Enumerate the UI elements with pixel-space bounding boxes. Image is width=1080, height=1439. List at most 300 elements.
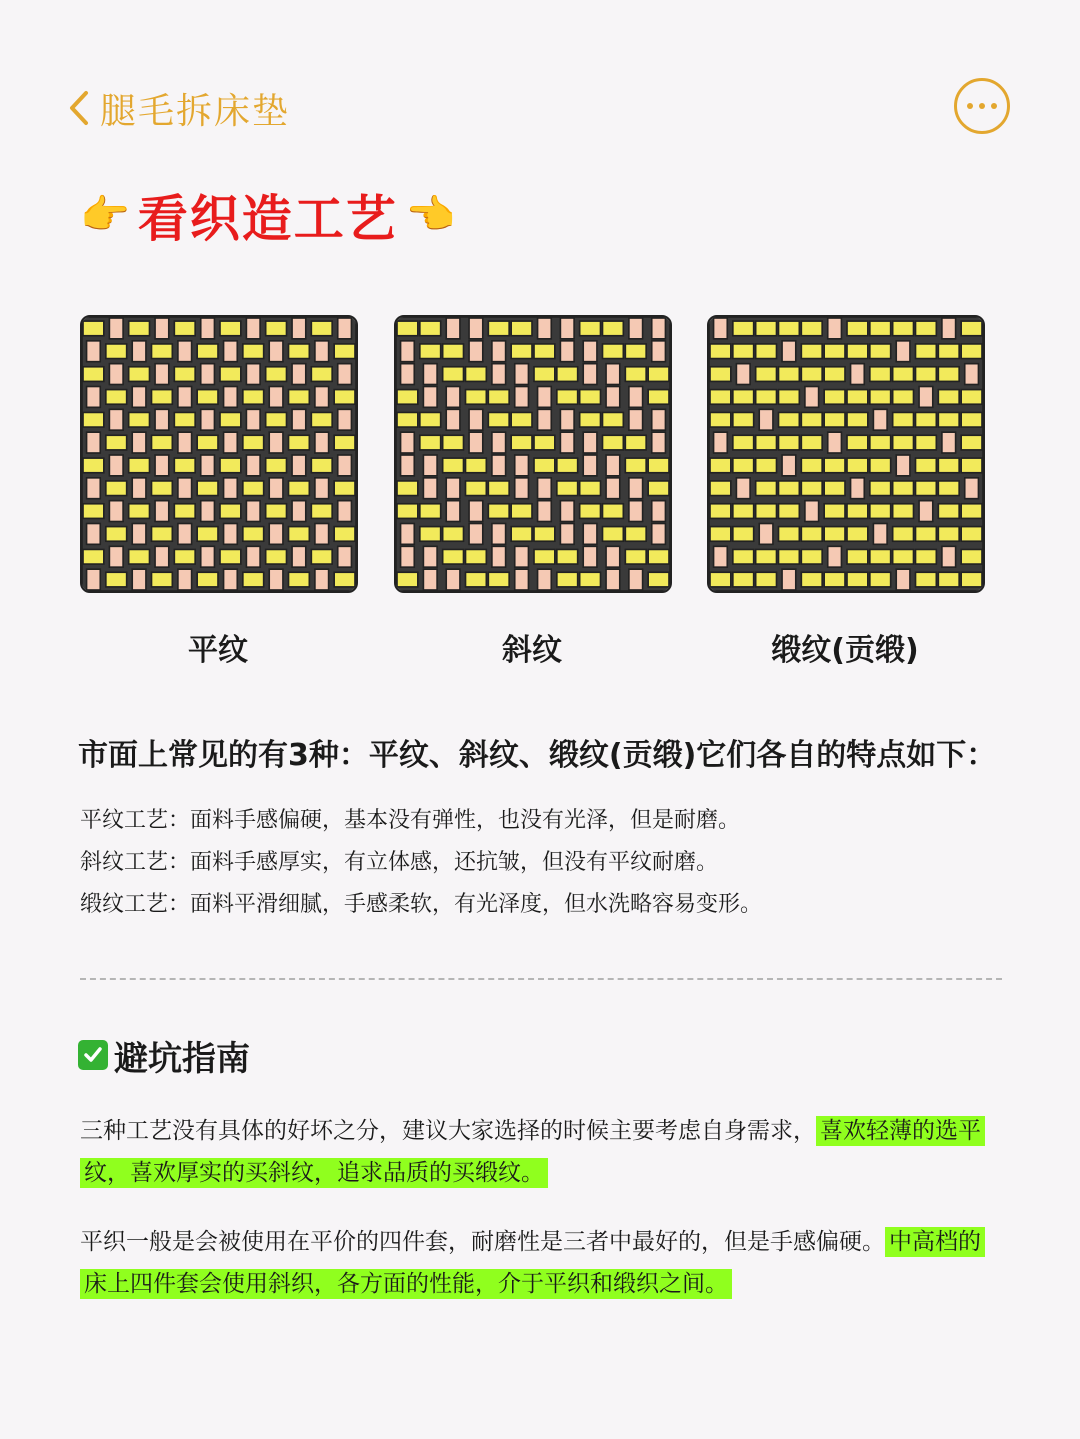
- weft-yarn: [603, 344, 624, 359]
- weft-yarn: [938, 344, 959, 359]
- weft-yarn: [625, 458, 646, 473]
- warp-yarn: [246, 501, 260, 522]
- weft-yarn: [534, 458, 555, 473]
- warp-yarn: [492, 432, 506, 453]
- weft-yarn: [603, 527, 624, 542]
- warp-yarn: [583, 432, 597, 453]
- warp-yarn: [269, 432, 283, 453]
- warp-yarn: [338, 455, 352, 476]
- warp-yarn: [492, 341, 506, 362]
- weft-yarn: [511, 412, 532, 427]
- weft-yarn: [174, 549, 195, 564]
- weft-yarn: [733, 572, 754, 587]
- weft-yarn: [870, 458, 891, 473]
- weave-illustrations: [80, 315, 1000, 675]
- weft-yarn: [334, 527, 355, 542]
- warp-yarn: [759, 524, 773, 545]
- weft-yarn: [870, 549, 891, 564]
- warp-yarn: [446, 569, 460, 590]
- weft-yarn: [916, 367, 937, 382]
- weft-yarn: [243, 481, 264, 496]
- weft-yarn: [603, 412, 624, 427]
- dashed-divider: [80, 978, 1002, 980]
- weft-yarn: [893, 412, 914, 427]
- warp-yarn: [560, 432, 574, 453]
- weft-yarn: [756, 504, 777, 519]
- weft-yarn: [266, 504, 287, 519]
- warp-yarn: [423, 569, 437, 590]
- warp-yarn: [446, 387, 460, 408]
- warp-yarn: [315, 387, 329, 408]
- warp-yarn: [782, 455, 796, 476]
- highlighted-text: 喜欢轻薄的选平纹，喜欢厚实的买斜纹，追求品质的买缎纹。: [80, 1116, 985, 1188]
- warp-yarn: [851, 364, 865, 385]
- warp-yarn: [401, 364, 415, 385]
- warp-yarn: [560, 524, 574, 545]
- warp-yarn: [201, 318, 215, 339]
- weft-yarn: [710, 367, 731, 382]
- warp-yarn: [583, 455, 597, 476]
- warp-yarn: [583, 524, 597, 545]
- warp-yarn: [469, 318, 483, 339]
- warp-yarn: [224, 387, 238, 408]
- weft-yarn: [488, 412, 509, 427]
- warp-yarn: [292, 501, 306, 522]
- warp-yarn: [919, 387, 933, 408]
- weft-yarn: [847, 572, 868, 587]
- weft-yarn: [938, 458, 959, 473]
- weft-yarn: [397, 504, 418, 519]
- warp-yarn: [873, 524, 887, 545]
- warp-yarn: [492, 546, 506, 567]
- warp-yarn: [515, 546, 529, 567]
- weft-yarn: [870, 367, 891, 382]
- warp-yarn: [560, 501, 574, 522]
- warp-yarn: [292, 546, 306, 567]
- weft-yarn: [289, 481, 310, 496]
- more-dot: [979, 103, 985, 109]
- weft-yarn: [870, 390, 891, 405]
- guide-heading: [78, 1030, 250, 1080]
- warp-yarn: [896, 341, 910, 362]
- weft-yarn: [488, 481, 509, 496]
- point-plain: 平纹工艺：面料手感偏硬，基本没有弹性，也没有光泽，但是耐磨。: [80, 808, 741, 833]
- warp-yarn: [109, 318, 123, 339]
- weft-yarn: [847, 344, 868, 359]
- weft-yarn: [220, 549, 241, 564]
- warp-yarn: [401, 432, 415, 453]
- warp-yarn: [87, 387, 101, 408]
- weft-yarn: [733, 344, 754, 359]
- weft-yarn: [961, 321, 982, 336]
- warp-yarn: [606, 478, 620, 499]
- weft-yarn: [916, 412, 937, 427]
- warp-yarn: [828, 432, 842, 453]
- warp-yarn: [828, 318, 842, 339]
- weft-yarn: [603, 504, 624, 519]
- warp-yarn: [423, 546, 437, 567]
- warp-yarn: [87, 524, 101, 545]
- weft-yarn: [420, 412, 441, 427]
- warp-yarn: [606, 387, 620, 408]
- weft-yarn: [847, 527, 868, 542]
- weft-yarn: [289, 344, 310, 359]
- weft-yarn: [443, 527, 464, 542]
- weft-yarn: [83, 504, 104, 519]
- section-title: 看织造工艺: [137, 190, 398, 248]
- weft-yarn: [420, 435, 441, 450]
- guide-paragraph: [80, 1221, 992, 1305]
- weft-yarn: [174, 458, 195, 473]
- weft-yarn: [420, 321, 441, 336]
- weft-yarn: [311, 549, 332, 564]
- pointing-left-icon: 👈: [405, 192, 456, 238]
- weft-yarn: [648, 549, 669, 564]
- weft-yarn: [243, 572, 264, 587]
- check-box-icon: [78, 1040, 108, 1070]
- weft-yarn: [443, 435, 464, 450]
- warp-yarn: [515, 569, 529, 590]
- warp-yarn: [736, 478, 750, 499]
- weft-yarn: [733, 527, 754, 542]
- warp-yarn: [828, 546, 842, 567]
- weft-yarn: [174, 412, 195, 427]
- weft-yarn: [511, 321, 532, 336]
- weft-yarn: [488, 321, 509, 336]
- weft-yarn: [152, 344, 173, 359]
- warp-yarn: [401, 524, 415, 545]
- weft-yarn: [311, 367, 332, 382]
- weft-yarn: [197, 527, 218, 542]
- weft-yarn: [847, 390, 868, 405]
- warp-yarn: [538, 569, 552, 590]
- weft-yarn: [779, 435, 800, 450]
- weft-yarn: [801, 367, 822, 382]
- weft-yarn: [938, 412, 959, 427]
- warp-yarn: [942, 318, 956, 339]
- weft-yarn: [334, 572, 355, 587]
- weft-yarn: [824, 572, 845, 587]
- weft-yarn: [961, 527, 982, 542]
- paragraph-text: 三种工艺没有具体的好坏之分，建议大家选择的时候主要考虑自身需求，: [80, 1118, 816, 1144]
- more-dot: [991, 103, 997, 109]
- weft-yarn: [733, 458, 754, 473]
- weft-yarn: [779, 367, 800, 382]
- warp-yarn: [873, 409, 887, 430]
- warp-yarn: [606, 569, 620, 590]
- warp-yarn: [155, 546, 169, 567]
- weft-yarn: [648, 481, 669, 496]
- weft-yarn: [710, 527, 731, 542]
- weft-yarn: [801, 344, 822, 359]
- highlighted-text: 中高档的床上四件套会使用斜织，各方面的性能，介于平织和缎织之间。: [80, 1227, 985, 1299]
- warp-yarn: [201, 409, 215, 430]
- warp-yarn: [315, 569, 329, 590]
- weft-yarn: [938, 481, 959, 496]
- warp-yarn: [109, 546, 123, 567]
- weft-yarn: [938, 504, 959, 519]
- weft-yarn: [733, 390, 754, 405]
- warp-yarn: [338, 501, 352, 522]
- weft-yarn: [961, 572, 982, 587]
- more-button[interactable]: [954, 78, 1010, 134]
- warp-yarn: [224, 341, 238, 362]
- weft-yarn: [756, 572, 777, 587]
- weft-yarn: [847, 549, 868, 564]
- weft-yarn: [152, 481, 173, 496]
- warp-yarn: [109, 501, 123, 522]
- weft-yarn: [916, 527, 937, 542]
- warp-yarn: [292, 364, 306, 385]
- weft-yarn: [511, 344, 532, 359]
- weft-yarn: [334, 481, 355, 496]
- warp-yarn: [224, 478, 238, 499]
- weft-yarn: [220, 458, 241, 473]
- weft-yarn: [220, 504, 241, 519]
- plain-weave-pattern: [80, 315, 358, 593]
- weft-yarn: [710, 390, 731, 405]
- weft-yarn: [893, 390, 914, 405]
- warp-yarn: [224, 524, 238, 545]
- weft-yarn: [106, 572, 127, 587]
- weft-yarn: [733, 549, 754, 564]
- weft-yarn: [311, 412, 332, 427]
- weft-yarn: [243, 344, 264, 359]
- weave-card-twill: [394, 315, 670, 669]
- weft-yarn: [625, 435, 646, 450]
- warp-yarn: [652, 409, 666, 430]
- weft-yarn: [420, 344, 441, 359]
- weft-yarn: [847, 504, 868, 519]
- warp-yarn: [315, 432, 329, 453]
- weft-yarn: [266, 412, 287, 427]
- weft-yarn: [779, 390, 800, 405]
- warp-yarn: [583, 341, 597, 362]
- warp-yarn: [469, 501, 483, 522]
- weft-yarn: [106, 435, 127, 450]
- warp-yarn: [269, 478, 283, 499]
- weft-yarn: [916, 344, 937, 359]
- weft-yarn: [733, 435, 754, 450]
- warp-yarn: [896, 569, 910, 590]
- warp-yarn: [629, 501, 643, 522]
- warp-yarn: [155, 409, 169, 430]
- twill-weave-pattern: [394, 315, 672, 593]
- warp-yarn: [538, 409, 552, 430]
- weft-yarn: [870, 321, 891, 336]
- warp-yarn: [896, 455, 910, 476]
- warp-yarn: [87, 432, 101, 453]
- weft-yarn: [824, 458, 845, 473]
- warp-yarn: [538, 501, 552, 522]
- weft-yarn: [756, 549, 777, 564]
- warp-yarn: [178, 387, 192, 408]
- weft-yarn: [893, 321, 914, 336]
- weft-yarn: [756, 435, 777, 450]
- point-satin: 缎纹工艺：面料平滑细腻，手感柔软，有光泽度，但水洗略容易变形。: [80, 892, 763, 917]
- weft-yarn: [756, 481, 777, 496]
- weft-yarn: [648, 458, 669, 473]
- weft-yarn: [847, 458, 868, 473]
- weft-yarn: [152, 572, 173, 587]
- weft-yarn: [534, 527, 555, 542]
- warp-yarn: [246, 318, 260, 339]
- weft-yarn: [397, 481, 418, 496]
- weft-yarn: [916, 481, 937, 496]
- warp-yarn: [178, 478, 192, 499]
- warp-yarn: [919, 501, 933, 522]
- back-button[interactable]: [66, 70, 290, 146]
- warp-yarn: [759, 409, 773, 430]
- weft-yarn: [220, 367, 241, 382]
- weft-yarn: [801, 412, 822, 427]
- weft-yarn: [710, 481, 731, 496]
- weft-yarn: [801, 572, 822, 587]
- weft-yarn: [534, 344, 555, 359]
- warp-yarn: [423, 364, 437, 385]
- weft-yarn: [580, 321, 601, 336]
- weft-yarn: [289, 527, 310, 542]
- weft-yarn: [397, 390, 418, 405]
- weft-yarn: [174, 367, 195, 382]
- warp-yarn: [446, 478, 460, 499]
- weft-yarn: [243, 390, 264, 405]
- weft-yarn: [243, 527, 264, 542]
- warp-yarn: [652, 318, 666, 339]
- summary-heading: 市面上常见的有3种：平纹、斜纹、缎纹(贡缎)它们各自的特点如下：: [78, 738, 997, 773]
- warp-yarn: [315, 524, 329, 545]
- warp-yarn: [965, 364, 979, 385]
- weft-yarn: [893, 367, 914, 382]
- warp-yarn: [201, 455, 215, 476]
- weft-yarn: [801, 321, 822, 336]
- weft-yarn: [443, 549, 464, 564]
- weave-characteristics: [80, 800, 1000, 926]
- weft-yarn: [152, 435, 173, 450]
- weft-yarn: [174, 504, 195, 519]
- warp-yarn: [446, 318, 460, 339]
- warp-yarn: [132, 387, 146, 408]
- weft-yarn: [893, 504, 914, 519]
- warp-yarn: [269, 569, 283, 590]
- weft-yarn: [311, 458, 332, 473]
- weft-yarn: [779, 412, 800, 427]
- warp-yarn: [538, 318, 552, 339]
- weft-yarn: [443, 367, 464, 382]
- weft-yarn: [397, 412, 418, 427]
- warp-yarn: [851, 478, 865, 499]
- warp-yarn: [132, 569, 146, 590]
- warp-yarn: [155, 318, 169, 339]
- warp-yarn: [315, 478, 329, 499]
- weft-yarn: [420, 504, 441, 519]
- weft-yarn: [779, 527, 800, 542]
- satin-weave-pattern: [707, 315, 985, 593]
- weft-yarn: [83, 549, 104, 564]
- warp-yarn: [629, 318, 643, 339]
- weft-yarn: [961, 412, 982, 427]
- warp-yarn: [714, 546, 728, 567]
- weft-yarn: [756, 458, 777, 473]
- warp-yarn: [401, 546, 415, 567]
- weft-yarn: [466, 481, 487, 496]
- weft-yarn: [511, 435, 532, 450]
- weft-yarn: [197, 344, 218, 359]
- weft-yarn: [466, 367, 487, 382]
- weft-yarn: [557, 481, 578, 496]
- warp-yarn: [292, 318, 306, 339]
- point-twill: 斜纹工艺：面料手感厚实，有立体感，还抗皱，但没有平纹耐磨。: [80, 850, 719, 875]
- weft-yarn: [756, 321, 777, 336]
- weave-label: 平纹: [188, 633, 248, 668]
- weft-yarn: [779, 549, 800, 564]
- weft-yarn: [710, 504, 731, 519]
- warp-yarn: [87, 478, 101, 499]
- warp-yarn: [805, 387, 819, 408]
- warp-yarn: [492, 455, 506, 476]
- weft-yarn: [129, 504, 150, 519]
- weft-yarn: [580, 572, 601, 587]
- weft-yarn: [916, 549, 937, 564]
- weft-yarn: [710, 412, 731, 427]
- warp-yarn: [292, 455, 306, 476]
- weft-yarn: [916, 321, 937, 336]
- warp-yarn: [515, 364, 529, 385]
- warp-yarn: [492, 364, 506, 385]
- weft-yarn: [289, 390, 310, 405]
- weft-yarn: [266, 367, 287, 382]
- weft-yarn: [220, 412, 241, 427]
- weft-yarn: [266, 458, 287, 473]
- weft-yarn: [648, 390, 669, 405]
- weft-yarn: [779, 504, 800, 519]
- weft-yarn: [961, 458, 982, 473]
- weft-yarn: [466, 572, 487, 587]
- weft-yarn: [733, 504, 754, 519]
- warp-yarn: [560, 318, 574, 339]
- weft-yarn: [334, 344, 355, 359]
- weft-yarn: [557, 572, 578, 587]
- weft-yarn: [129, 321, 150, 336]
- warp-yarn: [338, 318, 352, 339]
- weft-yarn: [511, 504, 532, 519]
- top-nav-bar: [0, 70, 1080, 146]
- weft-yarn: [625, 367, 646, 382]
- weft-yarn: [289, 572, 310, 587]
- weft-yarn: [870, 344, 891, 359]
- warp-yarn: [606, 364, 620, 385]
- warp-yarn: [515, 387, 529, 408]
- warp-yarn: [87, 341, 101, 362]
- weft-yarn: [129, 549, 150, 564]
- weft-yarn: [266, 321, 287, 336]
- weft-yarn: [397, 572, 418, 587]
- warp-yarn: [423, 478, 437, 499]
- weft-yarn: [334, 390, 355, 405]
- warp-yarn: [515, 455, 529, 476]
- warp-yarn: [736, 364, 750, 385]
- weft-yarn: [488, 504, 509, 519]
- warp-yarn: [224, 569, 238, 590]
- weft-yarn: [916, 458, 937, 473]
- chevron-left-icon: [66, 88, 92, 128]
- weft-yarn: [557, 367, 578, 382]
- weft-yarn: [847, 435, 868, 450]
- warp-yarn: [246, 455, 260, 476]
- warp-yarn: [338, 364, 352, 385]
- weft-yarn: [488, 390, 509, 405]
- warp-yarn: [606, 455, 620, 476]
